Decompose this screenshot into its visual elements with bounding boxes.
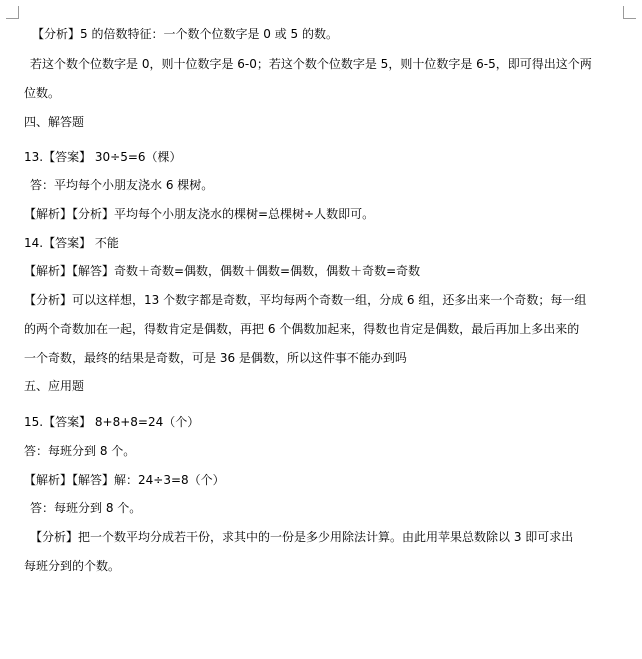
- analysis-paragraph-line: 的两个奇数加在一起，得数肯定是偶数，再把 6 个偶数加起来，得数也肯定是偶数，最后再加上多出来的: [24, 322, 580, 336]
- page-corner-mark-right: [623, 6, 636, 19]
- explanation-line: 【解析】【解答】奇数＋奇数=偶数，偶数＋偶数=偶数，偶数＋奇数=奇数: [24, 264, 421, 278]
- analysis-paragraph-line: 【分析】可以这样想，13 个数字都是奇数，平均每两个奇数一组，分成 6 组，还多出来一个奇数；每一组: [24, 293, 587, 307]
- section-heading: 四、解答题: [24, 115, 85, 129]
- analysis-paragraph-line: 【分析】把一个数平均分成若干份，求其中的一份是多少用除法计算。由此用苹果总数除以 3 即可求出: [30, 530, 574, 544]
- analysis-paragraph-line: 一个奇数，最终的结果是奇数，可是 36 是偶数，所以这件事不能办到吗: [24, 351, 407, 365]
- analysis-line: 【分析】5 的倍数特征：一个数个位数字是 0 或 5 的数。: [32, 27, 338, 41]
- answer-statement: 答：平均每个小朋友浇水 6 棵树。: [30, 178, 214, 192]
- analysis-paragraph-line: 每班分到的个数。: [24, 559, 121, 573]
- explanation-line: 【解析】【分析】平均每个小朋友浇水的棵树=总棵树÷人数即可。: [24, 207, 375, 221]
- answer-statement: 答：每班分到 8 个。: [30, 501, 142, 515]
- answer-statement: 答：每班分到 8 个。: [24, 444, 136, 458]
- explanation-line: 【解析】【解答】解：24÷3=8（个）: [24, 473, 225, 487]
- answer-line: 13.【答案】 30÷5=6（棵）: [24, 150, 182, 164]
- analysis-paragraph-line: 位数。: [24, 86, 61, 100]
- analysis-paragraph-line: 若这个数个位数字是 0，则十位数字是 6-0；若这个数个位数字是 5，则十位数字是 6-5，即可得出这个两: [30, 57, 592, 71]
- answer-line: 15.【答案】 8+8+8=24（个）: [24, 415, 200, 429]
- page-corner-mark-left: [6, 6, 19, 19]
- answer-line: 14.【答案】 不能: [24, 236, 119, 250]
- section-heading: 五、应用题: [24, 379, 85, 393]
